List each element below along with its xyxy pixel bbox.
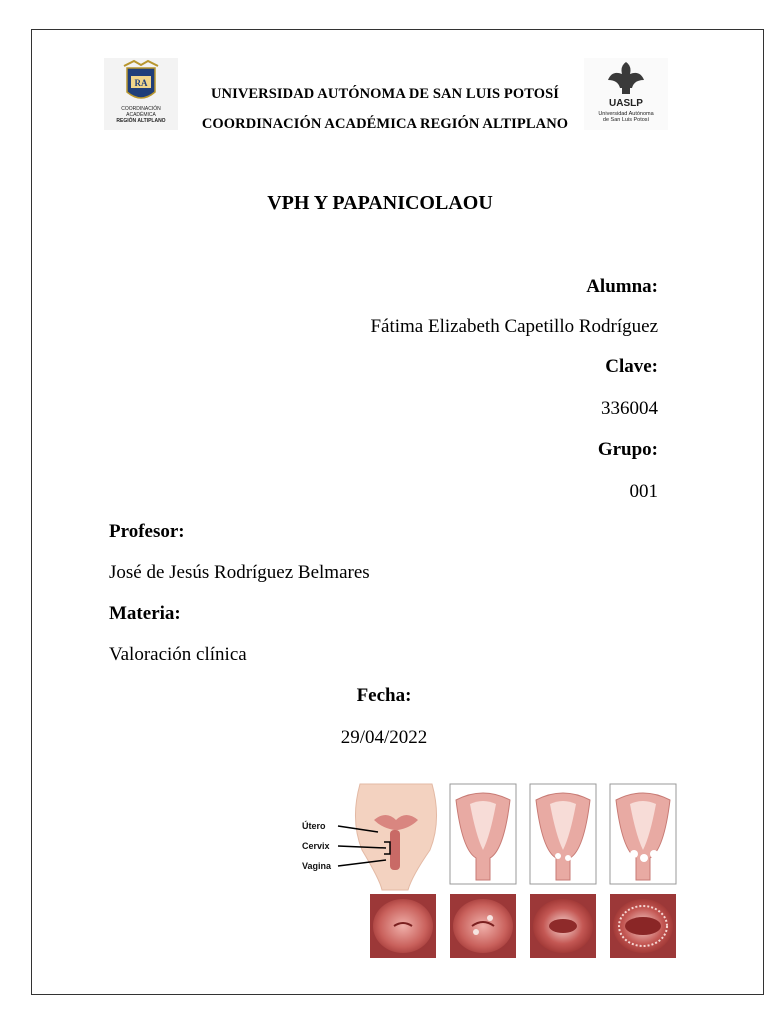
- uaslp-caption-line1: Universidad Autónoma: [598, 111, 654, 117]
- logo-caption-line3: REGIÓN ALTIPLANO: [116, 118, 166, 124]
- grupo-label: Grupo:: [597, 439, 658, 460]
- uterus-panel-3: [610, 784, 676, 884]
- label-utero: Útero: [302, 821, 326, 831]
- logo-caption-line2: ACADÉMICA: [126, 112, 156, 118]
- date-value: 29/04/2022: [340, 727, 428, 748]
- date-label: Fecha:: [356, 685, 412, 706]
- clave-label: Clave:: [605, 356, 658, 377]
- torso-drawing: [290, 780, 437, 890]
- student-name: Fátima Elizabeth Capetillo Rodríguez: [370, 316, 658, 337]
- clave-value: 336004: [601, 398, 658, 419]
- subject-name: Valoración clínica: [109, 644, 247, 665]
- cervix-panel-1: [370, 894, 436, 958]
- label-cervix: Cervix: [302, 841, 330, 851]
- uterus-panel-1: [450, 784, 516, 884]
- uaslp-acronym: UASLP: [609, 98, 643, 109]
- subject-label: Materia:: [109, 603, 181, 624]
- grupo-value: 001: [629, 481, 658, 502]
- uaslp-caption-line2: de San Luis Potosí: [602, 117, 650, 123]
- cervix-panel-3: [530, 894, 596, 958]
- logo-monogram: RA: [134, 78, 148, 88]
- coordination-name: COORDINACIÓN ACADÉMICA REGIÓN ALTIPLANO: [201, 116, 569, 132]
- cervix-illustration: [290, 780, 690, 964]
- student-label: Alumna:: [586, 276, 658, 297]
- logo-caption-line1: COORDINACIÓN: [121, 106, 161, 112]
- label-vagina: Vagina: [302, 861, 332, 871]
- document-title: VPH Y PAPANICOLAOU: [267, 192, 493, 214]
- uterus-panel-2: [530, 784, 596, 884]
- professor-name: José de Jesús Rodríguez Belmares: [109, 562, 370, 583]
- professor-label: Profesor:: [109, 521, 185, 542]
- cervix-panel-4: [610, 894, 676, 958]
- university-name: UNIVERSIDAD AUTÓNOMA DE SAN LUIS POTOSÍ: [210, 86, 560, 102]
- cervical-progression-figure: [290, 780, 690, 964]
- cervix-panel-2: [450, 894, 516, 958]
